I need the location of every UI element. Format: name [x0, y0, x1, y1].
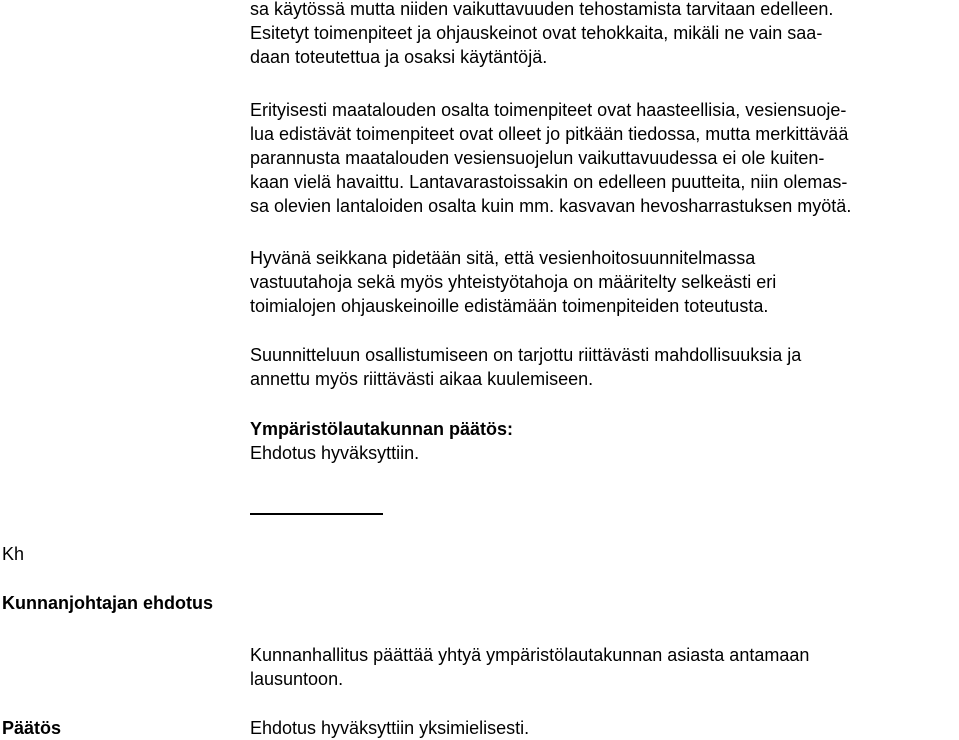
text-line: Suunnitteluun osallistumiseen on tarjottu riittävästi mahdollisuuksia ja [250, 345, 802, 365]
text-line: sa olevien lantaloiden osalta kuin mm. kasvavan hevosharrastuksen myötä. [250, 196, 852, 216]
text-line: Erityisesti maatalouden osalta toimenpiteet ovat haasteellisia, vesiensuoje- [250, 100, 847, 120]
text-line: parannusta maatalouden vesiensuojelun vaikuttavuudessa ei ole kuiten- [250, 148, 825, 168]
participation-paragraph [250, 343, 950, 391]
text-line: lua edistävät toimenpiteet ovat olleet jo pitkään tiedossa, mutta merkittävää [250, 124, 849, 144]
text-line: annettu myös riittävästi aikaa kuulemiseen. [250, 369, 594, 389]
committee-decision [250, 417, 950, 465]
text-line: Hyvänä seikkana pidetään sitä, että vesienhoitosuunnitelmassa [250, 248, 756, 268]
text-line: Esitetyt toimenpiteet ja ohjauskeinot ovat tehokkaita, mikäli ne vain saa- [250, 23, 823, 43]
responsibility-paragraph [250, 246, 950, 318]
text-line: vastuutahoja sekä myös yhteistyötahoja on määritelty selkeästi eri [250, 272, 777, 292]
text-line: daan toteutettua ja osaksi käytäntöjä. [250, 47, 548, 67]
decision-heading: Ympäristölautakunnan päätös: [250, 419, 514, 439]
text-line: kaan vielä havaittu. Lantavarastoissakin on edelleen puutteita, niin olemas- [250, 172, 848, 192]
decision-text: Ehdotus hyväksyttiin. [250, 443, 420, 463]
final-decision-text: Ehdotus hyväksyttiin yksimielisesti. [250, 718, 530, 738]
section-divider [250, 513, 383, 515]
intro-paragraph [250, 0, 950, 69]
text-line: toimialojen ohjauskeinoille edistämään toimenpiteiden toteutusta. [250, 296, 769, 316]
kh-label: Kh [2, 544, 25, 564]
decision-label: Päätös [2, 718, 62, 738]
agriculture-paragraph [250, 98, 950, 218]
final-decision [250, 716, 950, 740]
text-line: Kunnanhallitus päättää yhtyä ympäristölautakunnan asiasta antamaan [250, 645, 810, 665]
proposal-label: Kunnanjohtajan ehdotus [2, 593, 213, 613]
text-line: lausuntoon. [250, 669, 344, 689]
proposal-text [250, 643, 950, 691]
text-line: sa käytössä mutta niiden vaikuttavuuden tehostamista tarvitaan edelleen. [250, 0, 834, 19]
